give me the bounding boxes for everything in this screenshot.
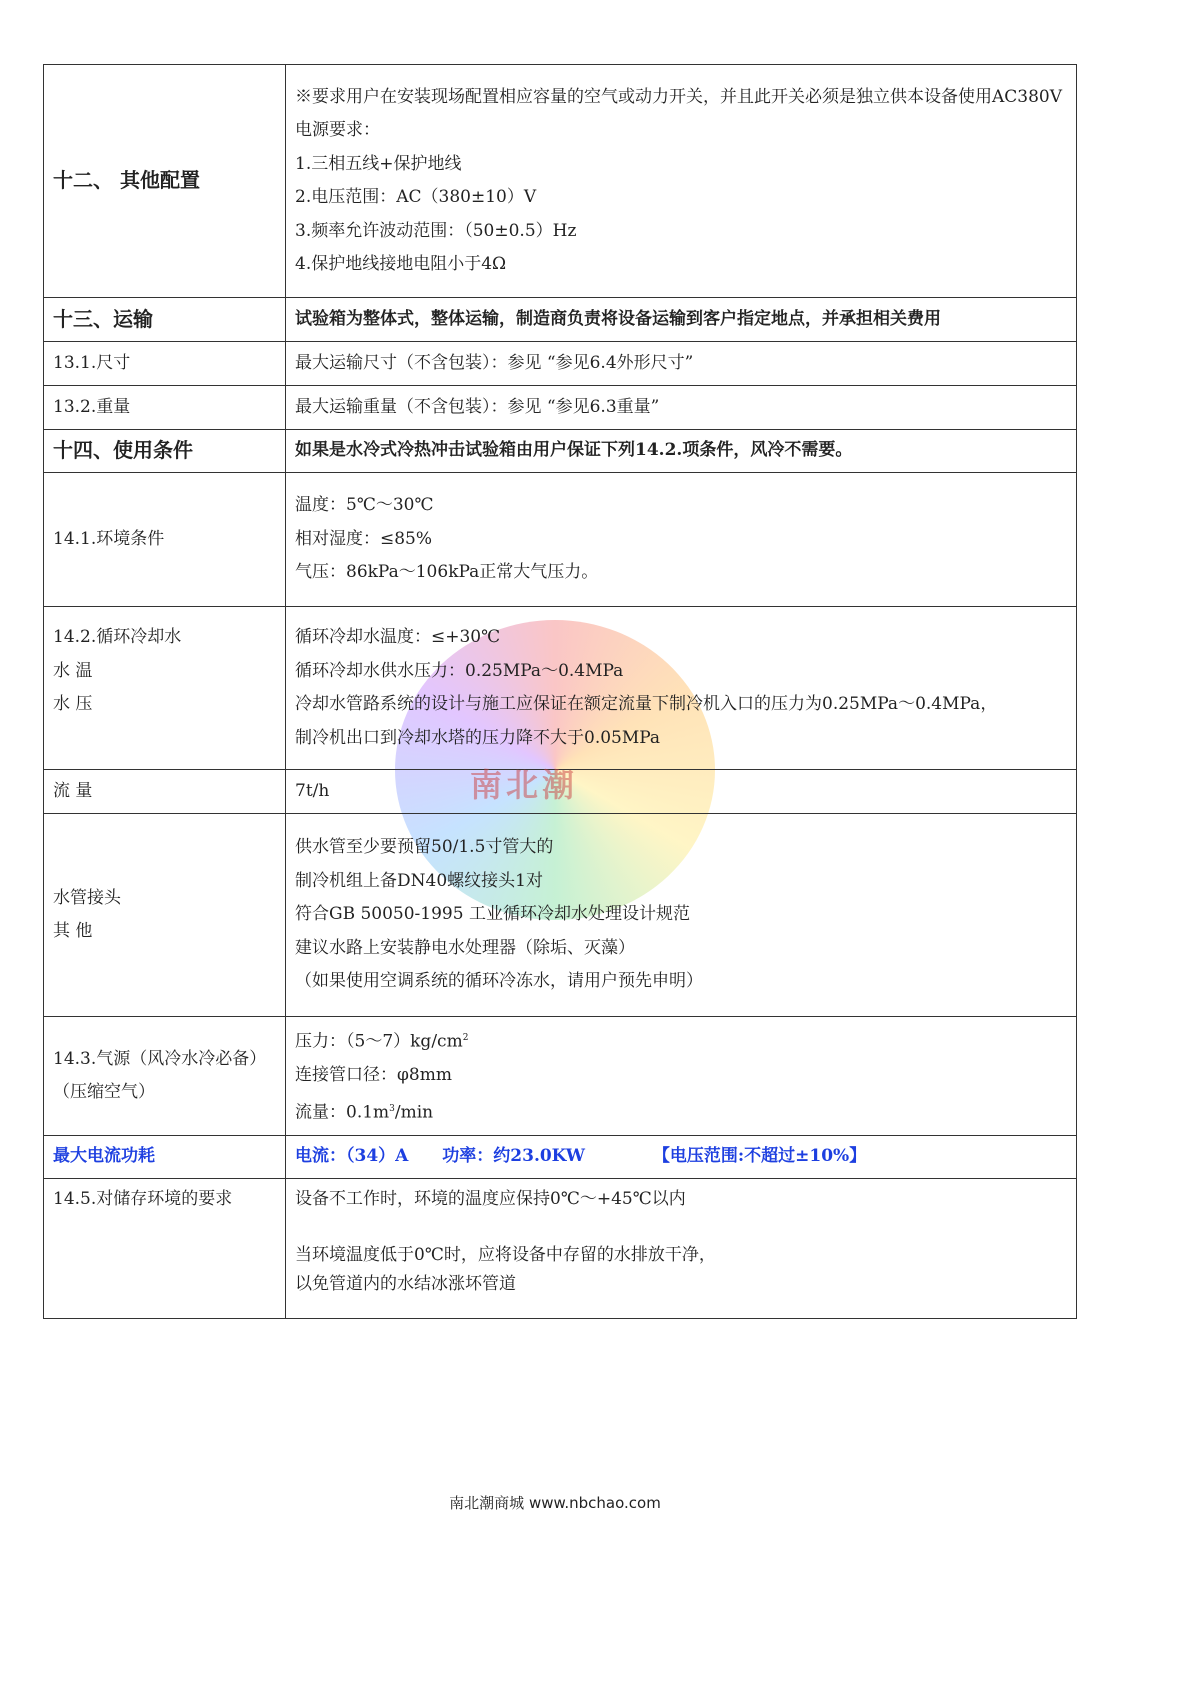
cell-content xyxy=(286,65,1077,298)
row-label xyxy=(44,814,286,1017)
current-text: 电流：（34）A xyxy=(295,1146,409,1167)
text-line: 制冷机组上备DN40螺纹接头1对 xyxy=(295,870,543,891)
page-footer: 南北潮商城 www.nbchao.com xyxy=(449,1494,661,1512)
row-label: 最大电流功耗 xyxy=(44,1136,286,1179)
cell-content xyxy=(286,473,1077,607)
text-line: ※要求用户在安装现场配置相应容量的空气或动力开关，并且此开关必须是独立供本设备使用AC380V电源要求： xyxy=(295,86,1063,140)
cell-content xyxy=(286,1017,1077,1136)
cell-content: 最大运输尺寸（不含包装）：参见 “参见6.4外形尺寸” xyxy=(286,342,1077,386)
superscript: 2 xyxy=(462,1033,469,1044)
cell-content xyxy=(286,1179,1077,1319)
text-line: 14.2.循环冷却水 xyxy=(53,627,182,648)
text-line: 温度：5℃～30℃ xyxy=(295,495,434,516)
text-line: 其 他 xyxy=(53,921,93,941)
text-line: 水 温 xyxy=(53,660,93,681)
voltage-range-text: 【电压范围:不超过±10%】 xyxy=(652,1146,867,1167)
flow-text: 流量：0.1m xyxy=(295,1102,390,1123)
superscript: 3 xyxy=(389,1103,395,1114)
text-line: 4.保护地线接地电阻小于4Ω xyxy=(295,254,507,274)
cell-content: 最大运输重量（不含包装）：参见 “参见6.3重量” xyxy=(286,386,1077,430)
table-row xyxy=(44,65,1077,298)
table-row xyxy=(44,1136,1077,1179)
row-label: 流 量 xyxy=(44,770,286,814)
table-row xyxy=(44,386,1077,430)
table-row xyxy=(44,607,1077,770)
text-line: 14.3.气源（风冷水冷必备） xyxy=(53,1048,267,1069)
row-label: 14.5.对储存环境的要求 xyxy=(44,1179,286,1319)
text-line: 气压：86kPa～106kPa正常大气压力。 xyxy=(295,562,599,583)
text-line: 供水管至少要预留50/1.5寸管大的 xyxy=(295,837,554,858)
cell-content xyxy=(286,607,1077,770)
row-label: 14.1.环境条件 xyxy=(44,473,286,607)
section-title: 十二、 其他配置 xyxy=(44,65,286,298)
row-label: 13.1.尺寸 xyxy=(44,342,286,386)
power-text: 功率：约23.0KW xyxy=(442,1146,585,1167)
text-line: 相对湿度：≤85% xyxy=(295,528,433,549)
text-line: （如果使用空调系统的循环冷冻水，请用户预先申明） xyxy=(295,971,703,992)
text-line: 连接管口径：φ8mm xyxy=(295,1065,452,1086)
text-line: （压缩空气） xyxy=(53,1082,155,1102)
table-row xyxy=(44,1017,1077,1136)
text-line: 制冷机出口到冷却水塔的压力降不大于0.05MPa xyxy=(295,727,661,748)
text-line xyxy=(295,1022,1067,1059)
text-line: 3.频率允许波动范围：（50±0.5）Hz xyxy=(295,220,577,241)
text-line: 当环境温度低于0℃时，应将设备中存留的水排放干净， xyxy=(295,1244,716,1265)
cell-content: 7t/h xyxy=(286,770,1077,814)
section-title: 十三、运输 xyxy=(44,298,286,342)
spec-table xyxy=(43,64,1077,1319)
spacer xyxy=(295,1217,1067,1239)
row-label xyxy=(44,1017,286,1136)
section-title: 十四、使用条件 xyxy=(44,430,286,473)
table-row xyxy=(44,430,1077,473)
cell-content: 试验箱为整体式，整体运输，制造商负责将设备运输到客户指定地点，并承担相关费用 xyxy=(286,298,1077,342)
table-row xyxy=(44,814,1077,1017)
table-row xyxy=(44,298,1077,342)
spacer xyxy=(53,722,276,755)
cell-content: 如果是水冷式冷热冲击试验箱由用户保证下列14.2.项条件，风冷不需要。 xyxy=(286,430,1077,473)
text-line: 循环冷却水供水压力：0.25MPa～0.4MPa xyxy=(295,660,624,681)
watermark-text: 南北潮 xyxy=(470,766,579,804)
text-line: 2.电压范围：AC（380±10）V xyxy=(295,187,537,207)
text-line: 水 压 xyxy=(53,694,93,715)
row-label xyxy=(44,607,286,770)
text-line: 冷却水管路系统的设计与施工应保证在额定流量下制冷机入口的压力为0.25MPa～0.4MPa， xyxy=(295,694,998,714)
row-label: 13.2.重量 xyxy=(44,386,286,430)
text-line: 设备不工作时，环境的温度应保持0℃～+45℃以内 xyxy=(295,1189,686,1209)
text-line: 符合GB 50050-1995 工业循环冷却水处理设计规范 xyxy=(295,904,690,925)
text-line: 1.三相五线+保护地线 xyxy=(295,153,462,174)
text-line: 水管接头 xyxy=(53,887,121,908)
text-line xyxy=(295,1093,1067,1130)
table-row xyxy=(44,473,1077,607)
flow-unit: /min xyxy=(394,1102,434,1123)
text-line: 以免管道内的水结冰涨坏管道 xyxy=(295,1274,516,1294)
text-line: 建议水路上安装静电水处理器（除垢、灭藻） xyxy=(295,937,635,958)
text-line: 循环冷却水温度：≤+30℃ xyxy=(295,627,501,647)
cell-content xyxy=(286,814,1077,1017)
table-row xyxy=(44,342,1077,386)
table-row xyxy=(44,1179,1077,1319)
pressure-text: 压力：（5～7）kg/cm xyxy=(295,1031,463,1052)
cell-content xyxy=(286,1136,1077,1179)
